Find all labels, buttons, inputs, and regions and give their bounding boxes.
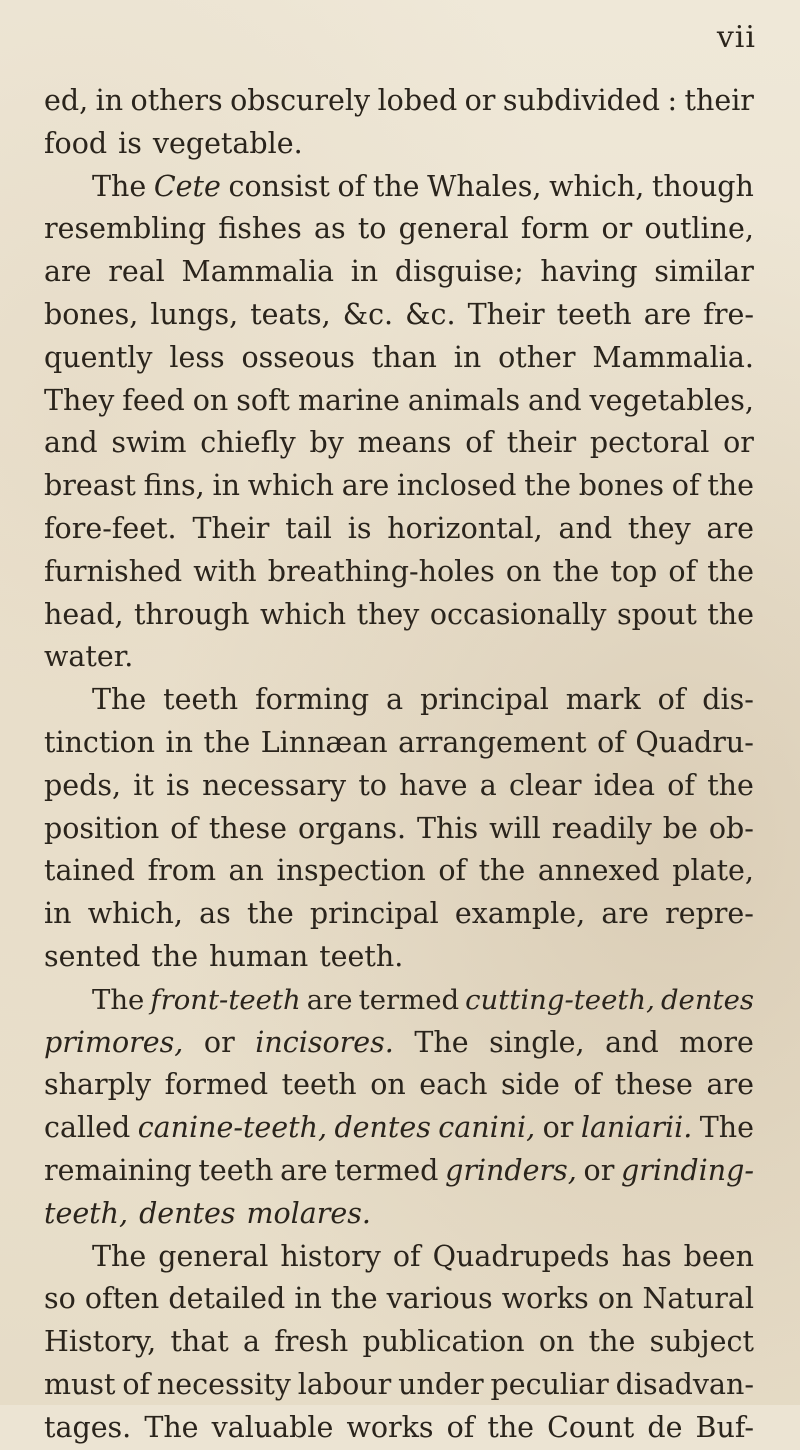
- word: works: [501, 1282, 589, 1316]
- word: Mammalia.: [592, 340, 754, 374]
- word: top: [610, 554, 658, 588]
- word: are: [280, 1153, 328, 1187]
- word: spout: [616, 597, 697, 631]
- word: side: [501, 1068, 560, 1102]
- word: swim: [111, 426, 187, 460]
- word: de: [647, 1410, 683, 1444]
- word: teeth: [556, 297, 632, 331]
- word: is: [118, 126, 142, 160]
- word: Their: [467, 297, 545, 331]
- word: pectoral: [589, 426, 710, 460]
- word: of: [438, 854, 467, 888]
- word: as: [199, 897, 231, 931]
- word: food: [44, 126, 108, 160]
- word: it: [133, 768, 154, 802]
- italic-word: front-teeth: [150, 983, 301, 1016]
- word: publication: [362, 1325, 525, 1359]
- word: works: [346, 1410, 434, 1444]
- word: Quadrupeds: [432, 1239, 610, 1273]
- word: a: [242, 1325, 260, 1359]
- word: feed: [122, 383, 185, 417]
- word: the: [203, 725, 251, 759]
- text-line: [44, 594, 754, 637]
- word: The: [92, 683, 147, 717]
- word: have: [399, 768, 468, 802]
- word: a: [386, 683, 404, 717]
- word: they: [356, 597, 420, 631]
- word: The: [699, 1111, 754, 1145]
- text-line: [44, 123, 754, 166]
- word: with: [193, 554, 257, 588]
- word: chiefly: [200, 426, 296, 460]
- word: to: [357, 212, 387, 246]
- word: of: [667, 768, 695, 802]
- word: example,: [454, 897, 586, 931]
- word: sented: [44, 939, 141, 973]
- word: these: [614, 1068, 693, 1102]
- italic-word: primores,: [44, 1025, 184, 1059]
- word: form: [520, 212, 590, 246]
- word: of: [392, 1239, 421, 1273]
- word: termed: [358, 983, 460, 1016]
- word: They: [44, 383, 115, 417]
- word: remaining: [44, 1153, 192, 1187]
- word: as: [313, 212, 346, 246]
- word: history: [280, 1239, 381, 1273]
- word: in: [212, 469, 240, 503]
- word: or: [583, 1153, 615, 1187]
- word: lobed: [377, 84, 458, 117]
- text-line: [44, 465, 754, 508]
- word: the: [478, 854, 526, 888]
- word: head,: [44, 597, 124, 631]
- word: The: [144, 1410, 199, 1444]
- word: the: [151, 939, 199, 973]
- word: be: [662, 811, 698, 845]
- italic-word: Cete: [153, 169, 221, 203]
- word: of: [657, 683, 686, 717]
- word: general: [158, 1239, 269, 1273]
- italic-word: grinders,: [445, 1153, 577, 1187]
- word: &c.: [342, 297, 394, 331]
- word: tail: [285, 511, 332, 545]
- text-line: [44, 1107, 754, 1150]
- word: or: [542, 1111, 574, 1145]
- word: The: [414, 1025, 469, 1059]
- text-line: [44, 1236, 754, 1279]
- word: plate,: [672, 854, 754, 888]
- word: annexed: [537, 854, 660, 888]
- word: of: [446, 1410, 475, 1444]
- word: fishes: [218, 212, 302, 246]
- word: peds,: [44, 768, 122, 802]
- word: the: [588, 1325, 636, 1359]
- word: the: [487, 1410, 535, 1444]
- word: each: [419, 1068, 488, 1102]
- word: The: [92, 1239, 147, 1273]
- word: teeth: [281, 1068, 357, 1102]
- word: formed: [164, 1068, 269, 1102]
- word: teats,: [250, 297, 331, 331]
- word: or: [464, 84, 496, 117]
- word: which,: [87, 897, 183, 931]
- word: subdivided: [502, 84, 661, 117]
- text-line: [44, 422, 754, 465]
- word: teeth: [198, 1153, 274, 1187]
- text-line: [44, 166, 754, 209]
- word: are: [601, 897, 649, 931]
- word: of: [170, 811, 198, 845]
- word: marine: [297, 383, 400, 417]
- word: fins,: [143, 469, 205, 503]
- word: horizontal,: [387, 511, 543, 545]
- text-line: [44, 1022, 754, 1065]
- text-line: [44, 1278, 754, 1321]
- text-line: [44, 551, 754, 594]
- word: vegetable.: [152, 126, 303, 160]
- word: sharply: [44, 1068, 152, 1102]
- word: various: [386, 1282, 493, 1316]
- word: outline,: [644, 212, 754, 246]
- word: clear: [509, 768, 582, 802]
- word: inspection: [276, 854, 426, 888]
- word: an: [228, 854, 264, 888]
- word: in: [165, 725, 193, 759]
- text-line: [44, 936, 754, 979]
- word: consist: [228, 169, 330, 203]
- word: having: [540, 255, 638, 289]
- word: or: [203, 1025, 235, 1059]
- word: their: [506, 426, 577, 460]
- text-line: [44, 380, 754, 423]
- word: fre-: [703, 297, 754, 331]
- word: forming: [255, 683, 370, 717]
- word: on: [538, 1325, 575, 1359]
- word: their: [684, 84, 754, 117]
- text-line: [44, 337, 754, 380]
- word: are: [341, 469, 390, 503]
- word: are: [706, 1068, 754, 1102]
- word: others: [130, 84, 223, 117]
- word: lungs,: [150, 297, 239, 331]
- italic-word: laniarii.: [580, 1111, 693, 1145]
- word: the: [707, 597, 754, 631]
- word: less: [169, 340, 225, 374]
- word: must: [44, 1367, 116, 1401]
- word: is: [166, 768, 190, 802]
- word: Count: [547, 1410, 635, 1444]
- word: are: [306, 983, 353, 1016]
- word: subject: [649, 1325, 754, 1359]
- text-line: [44, 1150, 754, 1193]
- text-line: [44, 850, 754, 893]
- word: position: [44, 811, 160, 845]
- word: of: [122, 1367, 151, 1401]
- text-line: [44, 722, 754, 765]
- word: tages.: [44, 1410, 132, 1444]
- word: of: [337, 169, 366, 203]
- italic-word: dentes: [139, 1196, 236, 1230]
- word: other: [498, 340, 576, 374]
- word: principal: [309, 897, 439, 931]
- word: termed: [334, 1153, 439, 1187]
- italic-word: teeth,: [44, 1196, 129, 1230]
- text-line: [44, 294, 754, 337]
- word: the: [330, 1282, 378, 1316]
- word: on: [597, 1282, 634, 1316]
- word: necessary: [202, 768, 347, 802]
- word: mark: [565, 683, 641, 717]
- word: which,: [549, 169, 645, 203]
- word: History,: [44, 1325, 157, 1359]
- word: or: [601, 212, 633, 246]
- word: in: [44, 897, 72, 931]
- word: of: [597, 725, 625, 759]
- word: of: [671, 469, 700, 503]
- word: a: [479, 768, 497, 802]
- italic-word: molares.: [246, 1196, 371, 1230]
- word: peculiar: [490, 1367, 609, 1401]
- word: though: [651, 169, 754, 203]
- word: are: [44, 255, 92, 289]
- word: human: [209, 939, 309, 973]
- word: valuable: [211, 1410, 334, 1444]
- word: general: [398, 212, 509, 246]
- word: from: [147, 854, 216, 888]
- word: Natural: [642, 1282, 754, 1316]
- word: arrangement: [398, 725, 587, 759]
- word: or: [723, 426, 754, 460]
- word: dis-: [702, 683, 754, 717]
- word: the: [707, 469, 754, 503]
- word: to: [358, 768, 387, 802]
- word: breathing-holes: [267, 554, 495, 588]
- text-line: [44, 808, 754, 851]
- word: of: [465, 426, 493, 460]
- word: breast: [44, 469, 136, 503]
- word: the: [552, 554, 600, 588]
- word: through: [133, 597, 250, 631]
- word: bones: [578, 469, 664, 503]
- word: the: [707, 554, 754, 588]
- word: Quadru-: [635, 725, 754, 759]
- word: been: [683, 1239, 754, 1273]
- text-line: [44, 80, 754, 123]
- word: repre-: [665, 897, 754, 931]
- word: fore-feet.: [44, 511, 177, 545]
- word: real: [108, 255, 165, 289]
- word: The: [92, 983, 145, 1016]
- word: obscurely: [230, 84, 371, 117]
- word: quently: [44, 340, 153, 374]
- text-line: [44, 1064, 754, 1107]
- word: will: [489, 811, 541, 845]
- word: &c.: [405, 297, 456, 331]
- word: The: [92, 169, 147, 203]
- word: so: [44, 1282, 76, 1316]
- italic-word: dentes: [334, 1111, 431, 1145]
- text-line: [44, 893, 754, 936]
- word: Their: [192, 511, 270, 545]
- word: the: [247, 897, 294, 931]
- word: similar: [654, 255, 754, 289]
- word: detailed: [168, 1282, 286, 1316]
- word: osseous: [241, 340, 355, 374]
- word: teeth: [163, 683, 239, 717]
- word: called: [44, 1111, 131, 1145]
- italic-word: grinding-: [621, 1153, 754, 1187]
- word: by: [309, 426, 344, 460]
- word: and: [44, 426, 98, 460]
- page-number: vii: [716, 20, 756, 55]
- word: has: [621, 1239, 672, 1273]
- word: bones,: [44, 297, 139, 331]
- word: are: [706, 511, 754, 545]
- word: readily: [551, 811, 652, 845]
- word: idea: [593, 768, 656, 802]
- text-line: [44, 508, 754, 551]
- italic-word: incisores.: [255, 1025, 394, 1059]
- word: than: [371, 340, 437, 374]
- word: which: [259, 597, 347, 631]
- word: Buf-: [695, 1410, 754, 1444]
- word: these: [208, 811, 288, 845]
- word: on: [370, 1068, 406, 1102]
- word: that: [170, 1325, 229, 1359]
- word: which: [247, 469, 334, 503]
- word: resembling: [44, 212, 207, 246]
- word: means: [357, 426, 452, 460]
- word: and: [558, 511, 613, 545]
- word: Linnæan: [260, 725, 388, 759]
- word: vegetables,: [589, 383, 754, 417]
- word: organs.: [297, 811, 407, 845]
- text-line: [44, 1193, 754, 1236]
- word: disguise;: [394, 255, 524, 289]
- word: ob-: [708, 811, 754, 845]
- word: they: [627, 511, 691, 545]
- word: the: [707, 768, 754, 802]
- text-line: [44, 251, 754, 294]
- word: labour: [297, 1367, 392, 1401]
- word: in: [350, 255, 379, 289]
- word: on: [192, 383, 229, 417]
- word: animals: [407, 383, 521, 417]
- text-line: [44, 208, 754, 251]
- word: of: [573, 1068, 602, 1102]
- word: furnished: [44, 554, 183, 588]
- word: inclosed: [397, 469, 517, 503]
- word: soft: [236, 383, 290, 417]
- word: often: [84, 1282, 160, 1316]
- text-line: [44, 1364, 754, 1407]
- word: tained: [44, 854, 136, 888]
- word: in: [294, 1282, 322, 1316]
- word: and: [605, 1025, 659, 1059]
- word: the: [524, 469, 571, 503]
- word: and: [528, 383, 582, 417]
- text-line: [44, 1407, 754, 1450]
- word: in: [95, 84, 124, 117]
- text-line: [44, 765, 754, 808]
- word: ed,: [44, 84, 89, 117]
- word: disadvan-: [615, 1367, 754, 1401]
- word: on: [505, 554, 542, 588]
- word: in: [453, 340, 482, 374]
- word: more: [679, 1025, 754, 1059]
- word: under: [398, 1367, 484, 1401]
- body-text: [44, 80, 754, 1450]
- word: occasionally: [429, 597, 607, 631]
- word: of: [668, 554, 697, 588]
- italic-word: cutting-teeth,: [465, 983, 655, 1016]
- italic-word: canine-teeth,: [137, 1111, 328, 1145]
- word: water.: [44, 640, 134, 674]
- word: Mammalia: [181, 255, 334, 289]
- word: tinction: [44, 725, 155, 759]
- text-line: [44, 1321, 754, 1364]
- word: single,: [489, 1025, 585, 1059]
- word: fresh: [274, 1325, 349, 1359]
- word: principal: [420, 683, 549, 717]
- word: the: [372, 169, 420, 203]
- word: This: [417, 811, 479, 845]
- word: is: [347, 511, 372, 545]
- italic-word: dentes: [660, 983, 754, 1016]
- word: Whales,: [427, 169, 542, 203]
- word: necessity: [156, 1367, 291, 1401]
- italic-word: canini,: [438, 1111, 536, 1145]
- text-line: [44, 636, 754, 679]
- word: :: [667, 84, 678, 117]
- text-line: [44, 979, 754, 1022]
- word: teeth.: [319, 939, 404, 973]
- word: are: [643, 297, 692, 331]
- text-line: [44, 679, 754, 722]
